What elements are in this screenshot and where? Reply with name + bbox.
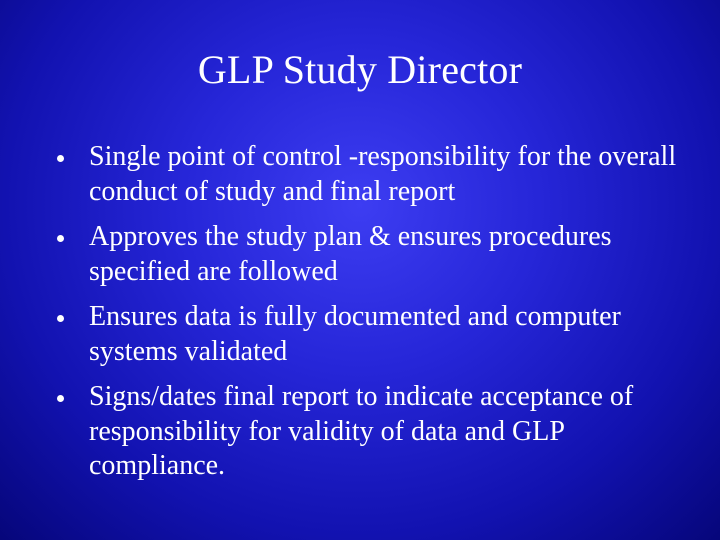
bullet-list — [0, 140, 720, 495]
bullet-text: Signs/dates final report to indicate acceptance of responsibility for validity of data and GLP compliance. — [89, 381, 634, 481]
bullet-text: Single point of control -responsibility for the overall conduct of study and final report — [89, 141, 677, 207]
bullet-text: Approves the study plan & ensures procedures specified are followed — [89, 221, 612, 287]
bullet-text: Ensures data is fully documented and computer systems validated — [89, 301, 621, 367]
slide-title: GLP Study Director — [197, 47, 523, 92]
bullet-item — [0, 300, 720, 369]
bullet-dot-icon — [57, 315, 64, 322]
bullet-item — [0, 380, 720, 484]
bullet-dot-icon — [57, 155, 64, 162]
bullet-dot-icon — [57, 395, 64, 402]
bullet-dot-icon — [57, 235, 64, 242]
bullet-item — [0, 140, 720, 209]
bullet-item — [0, 220, 720, 289]
